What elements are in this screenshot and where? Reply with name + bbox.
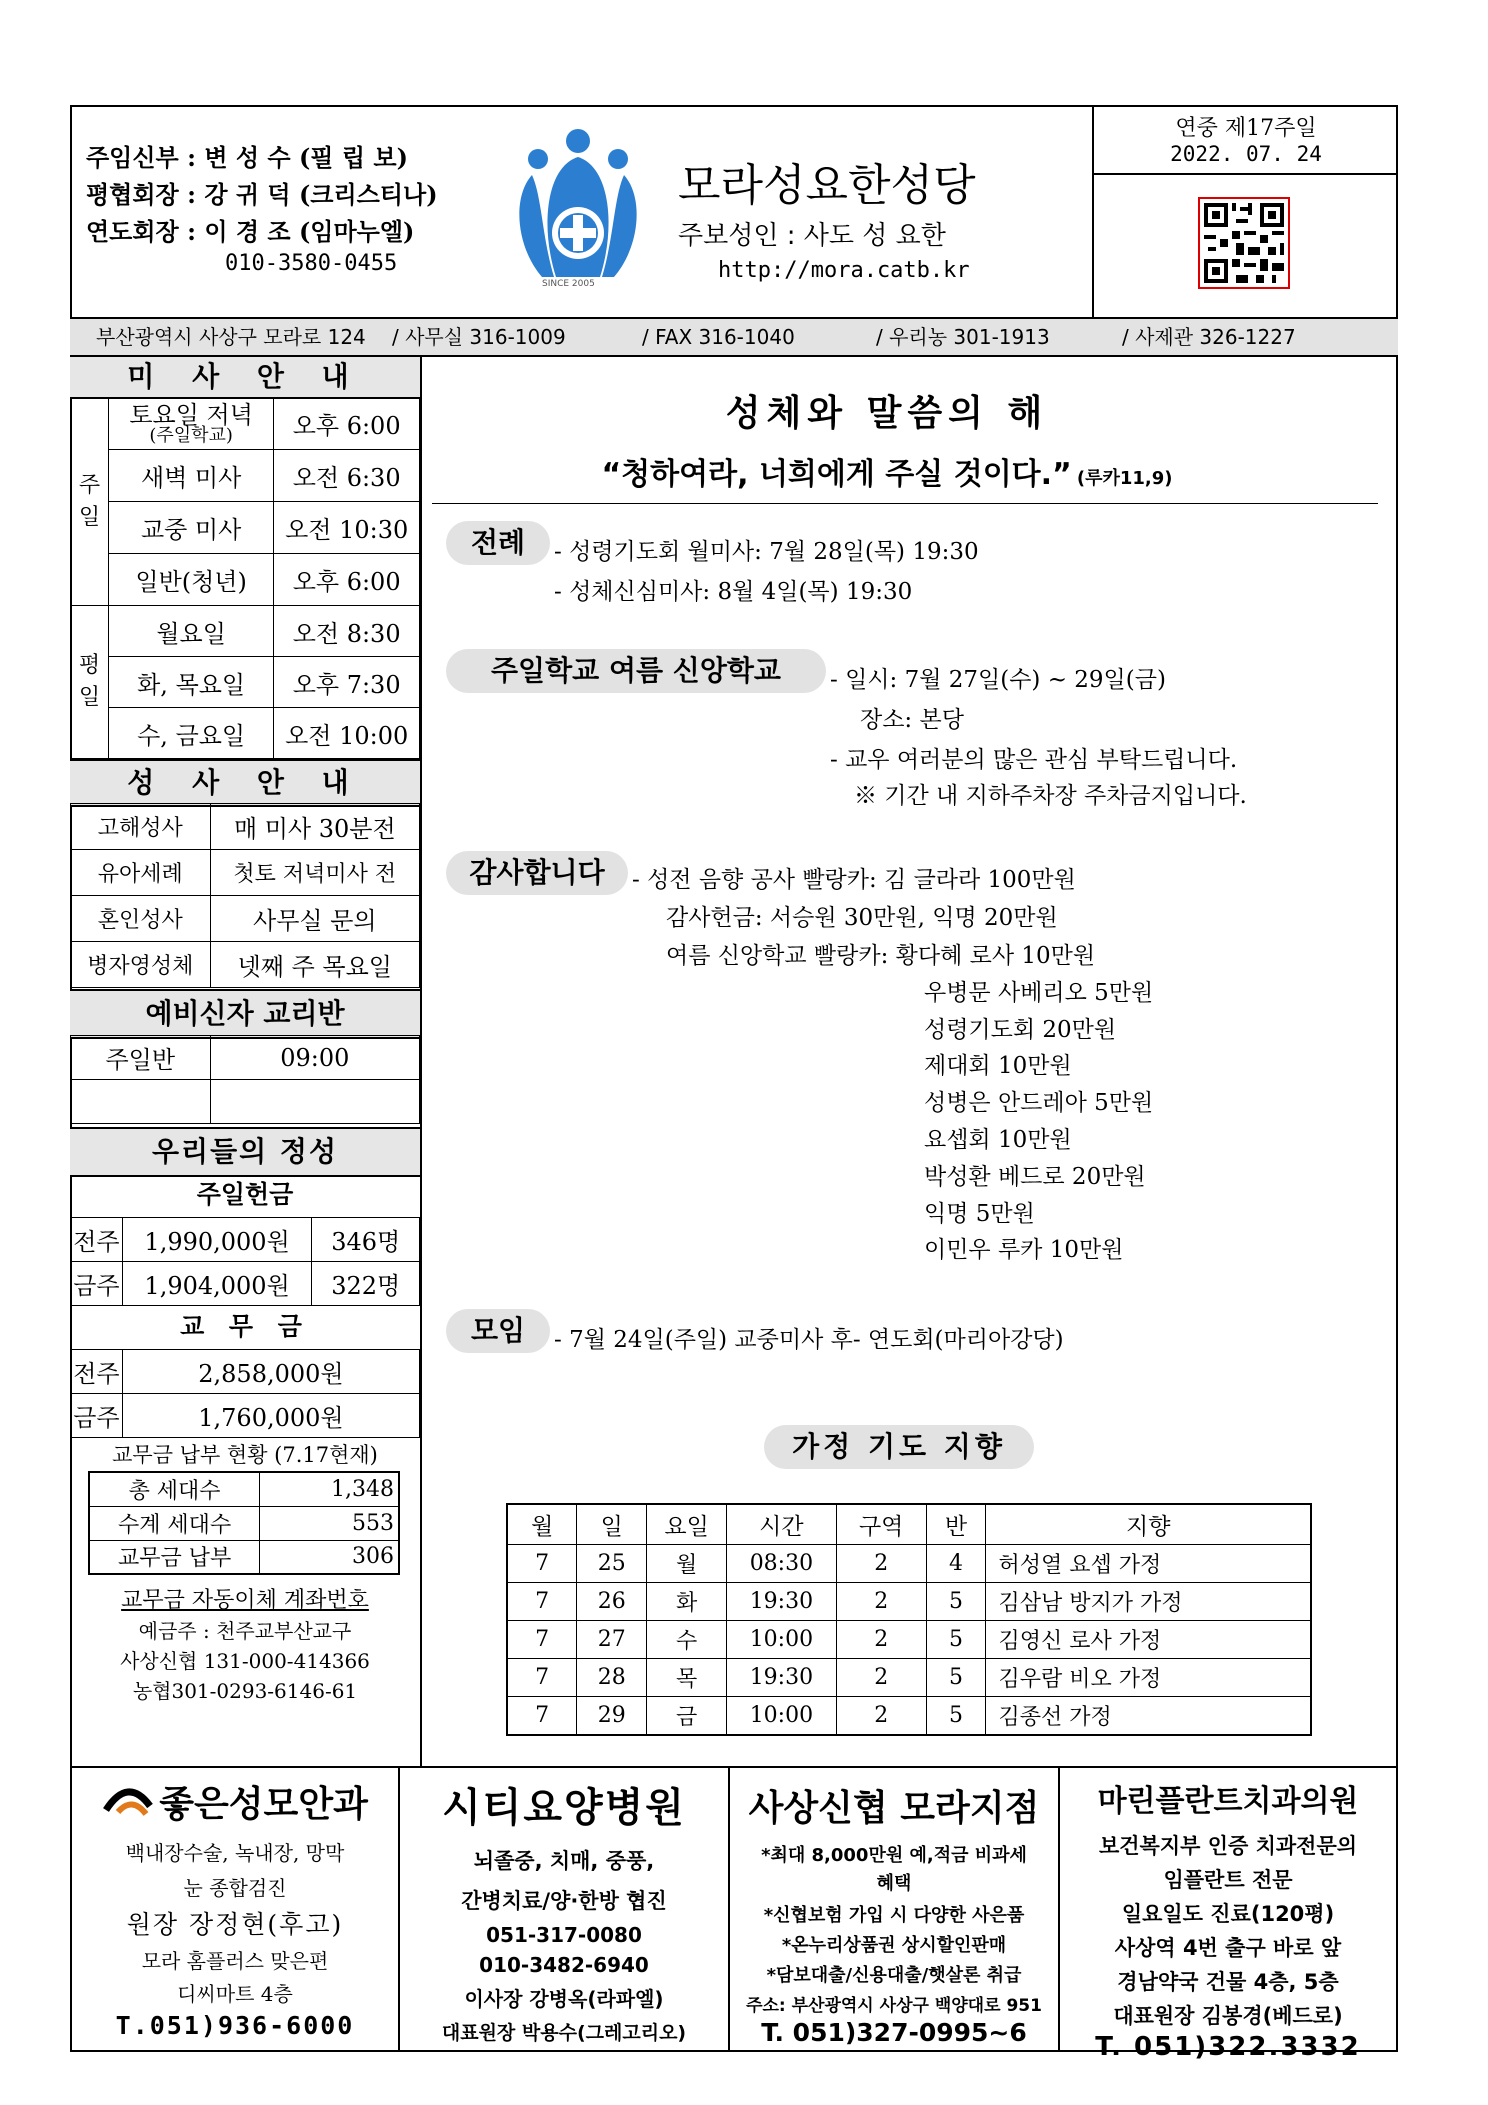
sacrament-row: 유아세례 첫토 저녁미사 전 [71, 850, 420, 896]
ad-name: 시티요양병원 [442, 1785, 686, 1831]
catechumen-row: 주일반 09:00 [71, 1036, 420, 1080]
thanks-line: 요셉회 10만원 [924, 1127, 1072, 1153]
clergy-list [86, 139, 438, 250]
ad-line: 주소: 부산광역시 사상구 백양대로 951 [746, 1996, 1042, 2016]
dues-row: 전주 2,858,000원 [71, 1350, 420, 1394]
parish-website-link[interactable]: http://mora.catb.kr [718, 258, 970, 283]
prayer-row: 7 28 목 19:30 2 5 김우람 비오 가정 [507, 1659, 1311, 1697]
thanks-line: 여름 신앙학교 빨랑카: 황다혜 로사 10만원 [666, 943, 1096, 969]
verse-reference: (루카11,9) [1076, 468, 1173, 489]
office-phone: / 사무실 316-1009 [392, 325, 566, 349]
ad-line: 010-3482-6940 [479, 1953, 649, 1977]
mass-row: 수, 금요일 오전 10:00 [71, 708, 420, 759]
ad-line: 일요일도 진료(120평) [1121, 1902, 1335, 1926]
ad-line: 뇌졸중, 치매, 중풍, [473, 1849, 655, 1873]
sacrament-row: 혼인성사 사무실 문의 [71, 896, 420, 942]
summer-school-line: 장소: 본당 [860, 707, 964, 733]
ad-line: 백내장수술, 녹내장, 망막 [125, 1841, 345, 1865]
header [70, 105, 1398, 317]
thanks-line: 우병문 사베리오 5만원 [924, 980, 1154, 1006]
ad-eye-clinic [72, 1768, 400, 2050]
logo-since: SINCE 2005 [542, 279, 595, 289]
sunday-label: 주 일 [71, 398, 109, 606]
ad-line: *신협보험 가입 시 다양한 사은품 [763, 1905, 1025, 1926]
wurinong-phone: / 우리농 301-1913 [876, 325, 1050, 349]
sacrament-table [70, 803, 420, 988]
thanks-line: - 성전 음향 공사 빨랑카: 김 글라라 100만원 [632, 867, 1076, 893]
mass-row: 일반(청년) 오후 6:00 [71, 554, 420, 606]
offering-title: 우리들의 정성 [70, 1127, 420, 1177]
prayer-row: 7 26 화 19:30 2 5 김삼남 방지가 가정 [507, 1583, 1311, 1621]
bulletin-date: 2022. 07. 24 [1170, 142, 1322, 166]
thanks-line: 박성환 베드로 20만원 [924, 1164, 1146, 1190]
ad-line: *온누리상품권 상시할인판매 [781, 1935, 1007, 1956]
ad-line: 대표원장 김봉경(베드로) [1113, 2004, 1343, 2028]
ad-phone: T. 051)322.3332 [1095, 2032, 1361, 2062]
prayer-row: 7 25 월 08:30 2 4 허성열 요셉 가정 [507, 1545, 1311, 1583]
ad-line: 눈 종합검진 [183, 1876, 287, 1900]
ad-line: 대표원장 박용수(그레고리오) [441, 2022, 687, 2044]
parish-name: 모라성요한성당 [678, 160, 976, 211]
summer-school-section-title: 주일학교 여름 신앙학교 [446, 649, 826, 693]
ad-line: *담보대출/신용대출/햇살론 취급 [766, 1965, 1022, 1986]
collection-row: 전주 1,990,000원 346명 [71, 1218, 420, 1262]
thanks-line: 성령기도회 20만원 [924, 1017, 1117, 1043]
ad-nursing-hospital [400, 1768, 730, 2050]
weekday-label: 평 일 [71, 606, 109, 759]
clergy-row: 평협회장 : 강 귀 덕 (크리스티나) [86, 180, 438, 209]
parish-logo-icon [512, 127, 644, 297]
left-column [70, 357, 422, 1768]
thanks-line: 감사헌금: 서승원 30만원, 익명 20만원 [666, 905, 1058, 931]
ad-line: 임플란트 전문 [1163, 1868, 1293, 1892]
clergy-row: 연도회장 : 이 경 조 (임마누엘) [86, 217, 415, 246]
family-prayer-table [506, 1503, 1312, 1736]
qr-code[interactable] [1198, 197, 1290, 289]
mass-row: 주 일 토요일 저녁 (주일학교) 오후 6:00 [71, 398, 420, 450]
ad-credit-union [730, 1768, 1060, 2050]
phone-number: 010-3580-0455 [225, 251, 398, 276]
address: 부산광역시 사상구 모라로 124 [96, 325, 366, 349]
liturgical-week: 연중 제17주일 [1175, 116, 1317, 141]
verse-text: “청하여라, 너희에게 주실 것이다.” [601, 457, 1072, 492]
qr-code-icon [1200, 199, 1288, 287]
meeting-section-title: 모임 [446, 1309, 550, 1353]
status-row: 총 세대수 1,348 [89, 1472, 399, 1506]
summer-school-line: - 교우 여러분의 많은 관심 부탁드립니다. [830, 747, 1238, 773]
mass-row: 새벽 미사 오전 6:30 [71, 450, 420, 502]
prayer-row: 7 27 수 10:00 2 5 김영신 로사 가정 [507, 1621, 1311, 1659]
ad-line: 혜택 [876, 1873, 912, 1894]
thanks-section-title: 감사합니다 [446, 851, 628, 895]
ad-line: *최대 8,000만원 예,적금 비과세 [761, 1845, 1027, 1866]
catechumen-title: 예비신자 교리반 [70, 989, 420, 1039]
title-divider [432, 503, 1378, 504]
parish-dues-title: 교 무 금 [180, 1312, 310, 1341]
scripture-verse [422, 449, 1352, 493]
ad-name: 마린플란트치과의원 [1097, 1784, 1359, 1819]
liturgy-line: - 성령기도회 월미사: 7월 28일(목) 19:30 [554, 539, 979, 565]
rectory-phone: / 사제관 326-1227 [1122, 325, 1296, 349]
dues-status-table [88, 1471, 400, 1575]
status-row: 교무금 납부 306 [89, 1540, 399, 1574]
year-theme-title: 성체와 말씀의 해 [725, 393, 1049, 434]
ad-phone: T.051)936-6000 [115, 2011, 355, 2040]
ad-line: 보건복지부 인증 치과전문의 [1098, 1834, 1358, 1858]
catechumen-row-empty [71, 1080, 420, 1124]
main-content [422, 357, 1398, 1768]
thanks-line: 이민우 루카 10만원 [924, 1237, 1124, 1263]
ad-line: 경남약국 건물 4층, 5층 [1117, 1970, 1339, 1994]
summer-school-line: ※ 기간 내 지하주차장 주차금지입니다. [854, 783, 1247, 809]
ad-phone: T. 051)327-0995~6 [761, 2018, 1027, 2047]
sunday-collection-title: 주일헌금 [70, 1173, 420, 1218]
parish-dues-table [70, 1349, 420, 1438]
sunday-collection-table [70, 1217, 420, 1306]
sacrament-title: 성 사 안 내 [70, 759, 420, 807]
fax-number: / FAX 316-1040 [642, 325, 795, 349]
mass-row: 교중 미사 오전 10:30 [71, 502, 420, 554]
patron-saint: 주보성인 : 사도 성 요한 [678, 221, 946, 251]
prayer-row: 7 29 금 10:00 2 5 김종선 가정 [507, 1697, 1311, 1736]
collection-row: 금주 1,904,000원 322명 [71, 1262, 420, 1306]
ad-line: 간병치료/양·한방 협진 [461, 1889, 667, 1913]
status-row: 수계 세대수 553 [89, 1506, 399, 1540]
ad-line: 사상역 4번 출구 바로 앞 [1114, 1936, 1342, 1960]
dues-row: 금주 1,760,000원 [71, 1394, 420, 1438]
catechumen-table [70, 1035, 420, 1124]
eye-clinic-logo-icon [102, 1782, 154, 1822]
mass-schedule-table [70, 397, 420, 759]
ad-dental-clinic [1060, 1768, 1396, 2062]
week-date-box [1094, 105, 1398, 175]
ad-name: 좋은성모안과 [159, 1784, 368, 1825]
auto-transfer-title: 교무금 자동이체 계좌번호 [121, 1588, 369, 1613]
liturgy-section-title: 전례 [446, 521, 550, 565]
ad-line: 원장 장정현(후고) [126, 1910, 344, 1939]
meeting-line: - 7월 24일(주일) 교중미사 후- 연도회(마리아강당) [554, 1327, 1064, 1353]
family-prayer-title: 가정 기도 지향 [764, 1425, 1034, 1469]
thanks-line: 제대회 10만원 [924, 1053, 1072, 1079]
liturgy-line: - 성체신심미사: 8월 4일(목) 19:30 [554, 579, 913, 605]
account-line: 사상신협 131-000-414366 [120, 1649, 370, 1673]
mass-row: 평 일 월요일 오전 8:30 [71, 606, 420, 657]
ad-line: 이사장 강병옥(라파엘) [464, 1987, 664, 2011]
sacrament-row: 고해성사 매 미사 30분전 [71, 804, 420, 850]
address-bar [70, 317, 1398, 357]
account-line: 농협301-0293-6146-61 [132, 1679, 358, 1703]
thanks-line: 성병은 안드레아 5만원 [924, 1090, 1154, 1116]
prayer-header-row: 월 일 요일 시간 구역 반 지향 [507, 1504, 1311, 1545]
clergy-row: 주임신부 : 변 성 수 (필 립 보) [86, 143, 408, 172]
mass-row: 화, 목요일 오후 7:30 [71, 657, 420, 708]
thanks-line: 익명 5만원 [924, 1201, 1035, 1227]
dues-status-title: 교무금 납부 현황 (7.17현재) [112, 1443, 378, 1467]
ad-line: 051-317-0080 [486, 1923, 642, 1947]
mass-schedule-title: 미 사 안 내 [70, 357, 420, 399]
sacrament-row: 병자영성체 넷째 주 목요일 [71, 942, 420, 988]
ad-line: 모라 홈플러스 맞은편 [141, 1949, 329, 1973]
summer-school-line: - 일시: 7월 27일(수) ~ 29일(금) [830, 667, 1166, 693]
ad-name: 사상신협 모라지점 [748, 1788, 1040, 1829]
ad-line: 디씨마트 4층 [177, 1982, 293, 2006]
account-line: 예금주 : 천주교부산교구 [138, 1619, 352, 1643]
